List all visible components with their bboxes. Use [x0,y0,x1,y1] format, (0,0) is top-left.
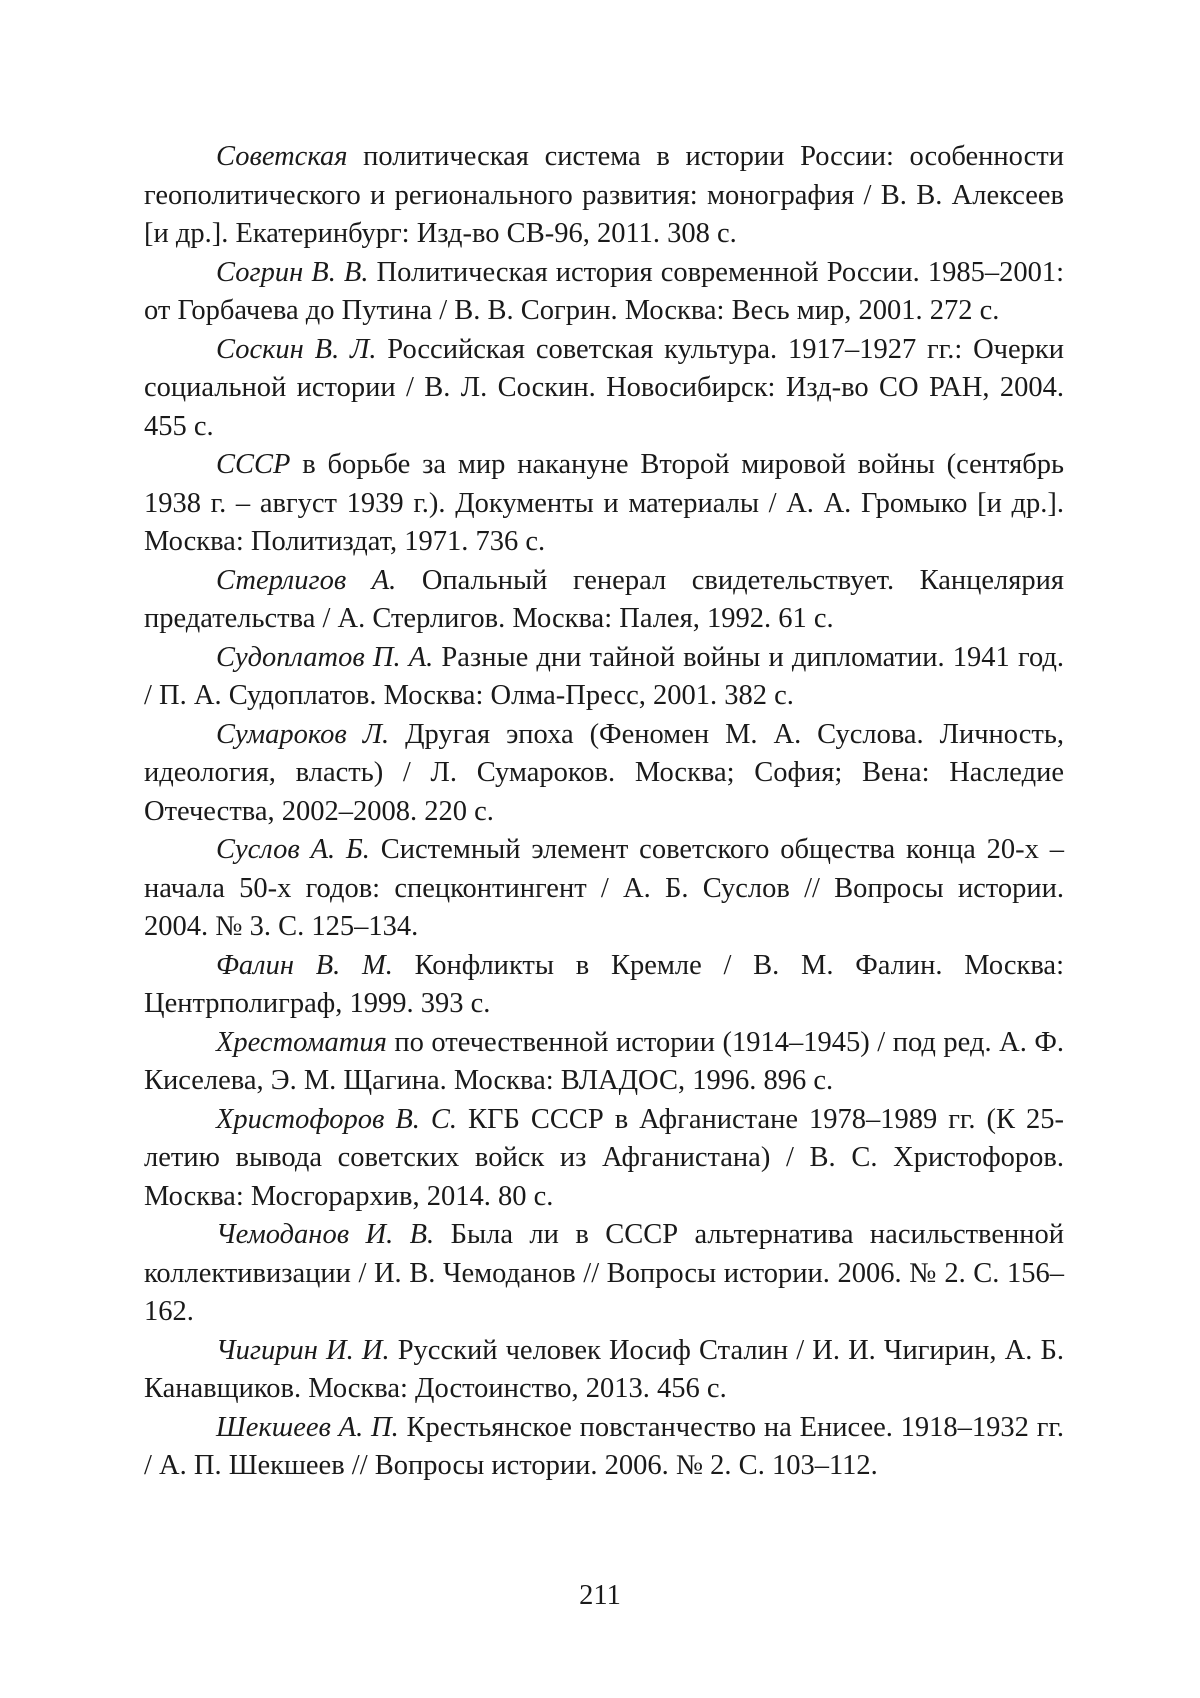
bibliography-entry [144,1216,1064,1332]
bibliography-entry [144,1101,1064,1217]
entry-text: Русский человек Иосиф Сталин / И. И. Чигирин, А. Б. Канавщиков. Москва: Достоинство, 2013. 456 с. [144,1334,1064,1404]
page-number: 211 [579,1580,621,1611]
entry-author: Согрин В. В. [216,256,369,288]
bibliography-entry [144,331,1064,447]
entry-author: Судоплатов П. А. [216,641,434,673]
entry-text: Другая эпоха (Феномен М. А. Суслова. Личность, идеология, власть) / Л. Сумароков. Москва; София; Вена: Наследие Отечества, 2002–2008. 220 с. [144,718,1064,827]
entry-text: Крестьянское повстанчество на Енисее. 1918–1932 гг. / А. П. Шекшеев // Вопросы истории. 2006. № 2. С. 103–112. [144,1411,1064,1481]
bibliography-entry [144,1409,1064,1486]
entry-author: Сумароков Л. [216,718,390,750]
entry-author: Соскин В. Л. [216,333,377,365]
entry-author: Шекшеев А. П. [216,1411,399,1443]
entry-text: политическая система в истории России: особенности геополитического и регионального развития: монография / В. В. Алексеев [и др.]. Екатеринбург: Изд-во СВ-96, 2011. 308 с. [144,141,1064,249]
bibliography-entry [144,947,1064,1024]
bibliography-list [144,138,1064,1486]
entry-author: Чигирин И. И. [216,1334,390,1366]
entry-author: Фалин В. М. [216,949,393,981]
entry-text: Разные дни тайной войны и дипломатии. 1941 год. / П. А. Судоплатов. Москва: Олма-Пресс, 2001. 382 с. [144,641,1064,711]
entry-text: Российская советская культура. 1917–1927 гг.: Очерки социальной истории / В. Л. Соскин. Новосибирск: Изд-во СО РАН, 2004. 455 с. [144,333,1064,442]
entry-text: КГБ СССР в Афганистане 1978–1989 гг. (К 25-летию вывода советских войск из Афганистана) / В. С. Христофоров. Москва: Мосгорархив, 2014. 80 с. [144,1103,1064,1212]
bibliography-entry [144,446,1064,562]
entry-text: по отечественной истории (1914–1945) / под ред. А. Ф. Киселева, Э. М. Щагина. Москва: ВЛАДОС, 1996. 896 с. [144,1026,1064,1096]
bibliography-entry [144,716,1064,832]
bibliography-entry [144,639,1064,716]
entry-text: Политическая история современной России. 1985–2001: от Горбачева до Путина / В. В. Согрин. Москва: Весь мир, 2001. 272 с. [144,256,1065,326]
bibliography-entry [144,1024,1064,1101]
entry-author: Христофоров В. С. [216,1103,458,1135]
entry-author: Чемоданов И. В. [216,1219,435,1250]
entry-text: Конфликты в Кремле / В. М. Фалин. Москва: Центрполиграф, 1999. 393 с. [144,949,1064,1019]
entry-text: в борьбе за мир накануне Второй мировой войны (сентябрь 1938 г. – август 1939 г.). Документы и материалы / А. А. Громыко [и др.]. Москва: Политиздат, 1971. 736 с. [144,449,1064,557]
entry-author: СССР [216,449,291,480]
entry-text: Опальный генерал свидетельствует. Канцелярия предательства / А. Стерлигов. Москва: Палея, 1992. 61 с. [144,564,1064,634]
entry-author: Хрестоматия [216,1026,387,1058]
bibliography-entry [144,831,1064,947]
entry-author: Стерлигов А. [216,564,397,596]
bibliography-entry [144,138,1064,254]
entry-author: Суслов А. Б. [216,834,370,865]
bibliography-entry [144,1332,1064,1409]
entry-author: Советская [216,141,348,172]
entry-text: Системный элемент советского общества конца 20-х – начала 50-х годов: спецконтингент / А. Б. Суслов // Вопросы истории. 2004. № 3. С. 125–134. [144,834,1064,942]
bibliography-entry [144,254,1064,331]
entry-text: Была ли в СССР альтернатива насильственной коллективизации / И. В. Чемоданов // Вопросы истории. 2006. № 2. С. 156–162. [144,1219,1064,1327]
bibliography-entry [144,562,1064,639]
